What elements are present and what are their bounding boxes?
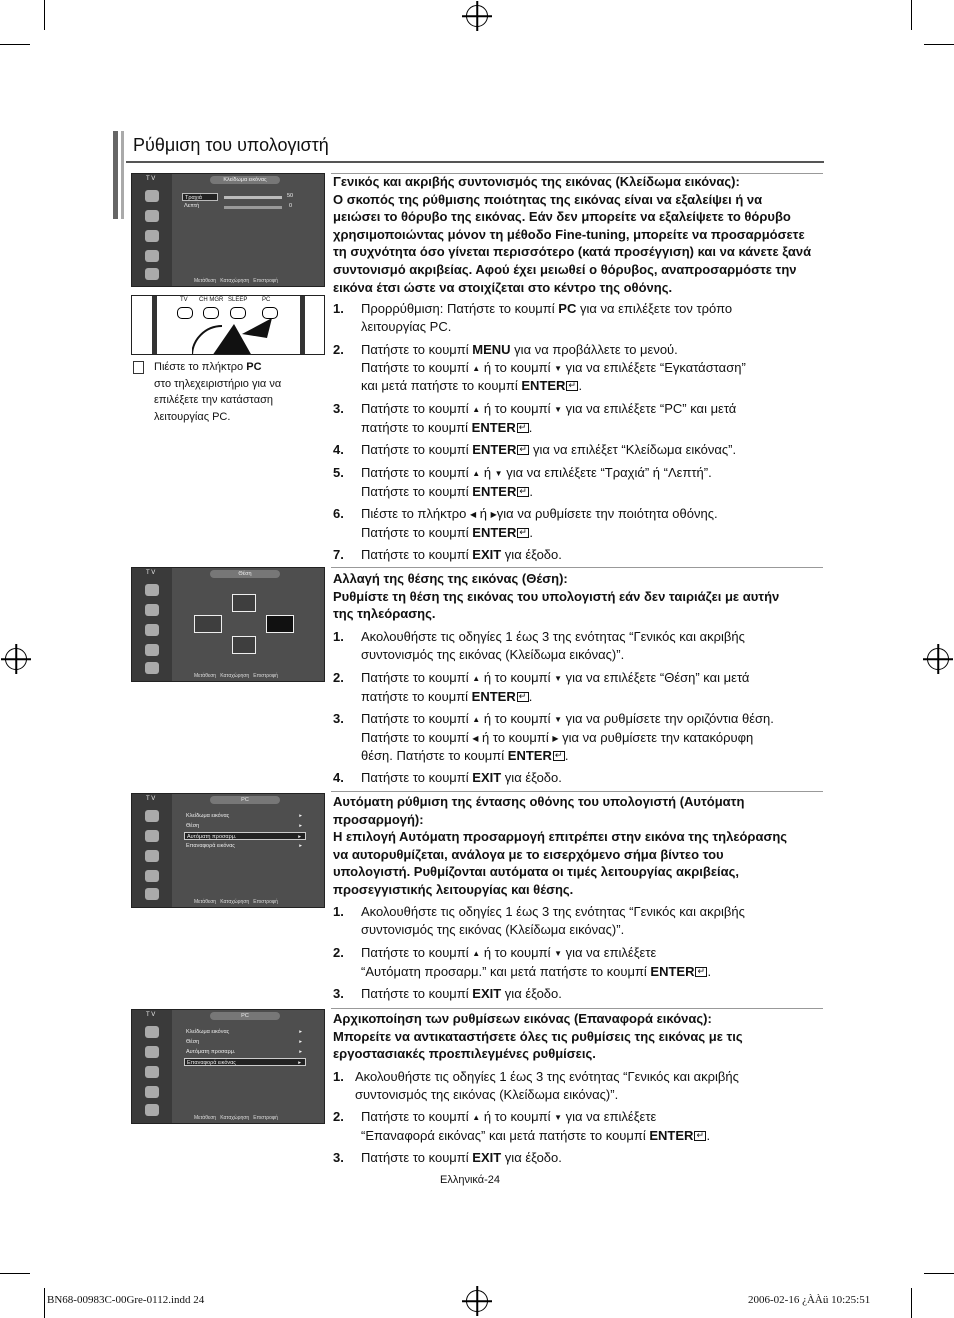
step: 7. Πατήστε το κουμπί EXIT για έξοδο.: [333, 547, 562, 562]
tv-screen-position: T V Θέση Μετάθεση Καταχώρηση Επιστροφή: [131, 567, 325, 682]
crop-mark: [44, 0, 45, 30]
section-divider: [331, 791, 823, 792]
enter-icon: [553, 751, 565, 761]
crop-mark: [0, 1273, 30, 1274]
up-arrow-icon: ▲: [472, 363, 481, 373]
enter-icon: [517, 528, 529, 538]
down-arrow-icon: ▼: [494, 469, 503, 478]
footer-file: BN68-00983C-00Gre-0112.indd 24: [47, 1294, 205, 1306]
step: 2. Πατήστε το κουμπί ▲ ή το κουμπί ▼ για να επιλέξετε “Επαναφορά εικόνας” και μετά πατήστε το κουμπί ENTER↵ .: [333, 1108, 823, 1144]
step: 4. Πατήστε το κουμπί ENTER↵ για να επιλέξετ “Κλείδωμα εικόνας”.: [333, 441, 823, 459]
section-heading: Αυτόματη ρύθμιση της έντασης οθόνης του υπολογιστή (Αυτόματη προσαρμογή): Η επιλογή Αυτόματη προσαρμογή επιτρέπει στην εικόνα της τηλεόρασης να αυτορυθμίζεται, ανάλογα με το εισερχόμενο σήμα βίντεο του υπολογιστή. Ρυθμίζονται αυτόματα οι τιμές λειτουργίας ακριβείας, προσεγγιστικής λειτουργίας και θέσης.: [333, 794, 788, 897]
section-heading: Αλλαγή της θέσης της εικόνας (Θέση): Ρυθμίστε τη θέση της εικόνας του υπολογιστή εάν δεν ταιριάζει με αυτήν της τηλεόρασης.: [333, 571, 780, 622]
page-number: Ελληνικά-24: [440, 1174, 501, 1186]
crop-mark: [924, 44, 954, 45]
down-arrow-icon: ▼: [554, 1113, 563, 1122]
step: 3. Πατήστε το κουμπί ▲ ή το κουμπί ▼ για να επιλέξετε “PC” και μετά πατήστε το κουμπί ENTER↵ .: [333, 400, 823, 436]
step: 3. Πατήστε το κουμπί EXIT για έξοδο.: [333, 986, 562, 1001]
up-arrow-icon: ▲: [472, 469, 481, 478]
section-divider: [331, 567, 823, 568]
step: 2. Πατήστε το κουμπί ▲ ή το κουμπί ▼ για να επιλέξετε “Αυτόματη προσαρμ.” και μετά πατήστε το κουμπί ENTER↵ .: [333, 944, 823, 980]
right-arrow-icon: ▶: [490, 510, 497, 519]
down-arrow-icon: ▼: [554, 363, 563, 373]
down-arrow-icon: ▼: [554, 405, 563, 414]
up-arrow-icon: ▲: [472, 1113, 481, 1122]
page-title: Ρύθμιση του υπολογιστή: [133, 135, 329, 155]
registration-mark-icon: [5, 648, 27, 670]
step: 5. Πατήστε το κουμπί ▲ ή ▼ για να επιλέξετε “Τραχιά” ή “Λεπτή”. Πατήστε το κουμπί ENTER↵ .: [333, 464, 823, 500]
enter-icon: [517, 487, 529, 497]
section-heading: Αρχικοποίηση των ρυθμίσεων εικόνας (Επαναφορά εικόνας): Μπορείτε να αντικαταστήσετε όλες τις ρυθμίσεις της εικόνας με τις εργοστασιακές προεπιλεγμένες ρυθμίσεις.: [333, 1011, 743, 1062]
left-arrow-icon: ◀: [472, 733, 479, 743]
note-text: Πιέστε το πλήκτρο PC στο τηλεχειριστήριο για να επιλέξετε την κατάσταση λειτουργίας PC.: [154, 361, 282, 423]
up-arrow-icon: ▲: [472, 715, 481, 724]
title-accent: [113, 131, 118, 219]
section-divider: [331, 1008, 823, 1009]
tv-screen-pc-menu-reset: T V PC Κλείδωμα εικόνας ▸ Θέση ▸ Αυτόματη προσαρμ. ▸ Επαναφορά εικόνας ▸ Μετάθεση Καταχώρηση Επιστροφή: [131, 1009, 325, 1124]
crop-mark: [911, 1288, 912, 1318]
crop-mark: [924, 1273, 954, 1274]
step: 4. Πατήστε το κουμπί EXIT για έξοδο.: [333, 770, 562, 785]
enter-icon: [517, 423, 529, 433]
enter-icon: [694, 1131, 706, 1141]
down-arrow-icon: ▼: [554, 674, 563, 683]
step: 3. Πατήστε το κουμπί EXIT για έξοδο.: [333, 1150, 562, 1165]
footer-date: 2006-02-16 ¿ÀÀü 10:25:51: [748, 1294, 871, 1306]
crop-mark: [44, 1288, 45, 1318]
step: 6. Πιέστε το πλήκτρο ◀ ή ▶για να ρυθμίσετε την ποιότητα οθόνης. Πατήστε το κουμπί ENTER↵ .: [333, 505, 823, 541]
down-arrow-icon: ▼: [554, 949, 563, 958]
enter-icon: [695, 967, 707, 977]
step: 3. Πατήστε το κουμπί ▲ ή το κουμπί ▼ για να ρυθμίσετε την οριζόντια θέση. Πατήστε το κουμπί ◀ ή το κουμπί ▶ για να ρυθμίσετε την κατακόρυφη θέση. Πατήστε το κουμπί ENTER↵ .: [333, 710, 823, 764]
step: 1. Προρρύθμιση: Πατήστε το κουμπί PC για να επιλέξετε τον τρόπο λειτουργίας PC.: [333, 301, 733, 334]
down-arrow-icon: ▼: [554, 715, 563, 724]
up-arrow-icon: ▲: [472, 674, 481, 683]
up-arrow-icon: ▲: [472, 949, 481, 958]
enter-icon: [517, 692, 529, 702]
crop-mark: [0, 44, 30, 45]
crop-mark: [911, 0, 912, 30]
remote-control-illustration: TV CH MGR SLEEP PC: [131, 295, 325, 355]
enter-icon: [517, 445, 529, 455]
left-arrow-icon: ◀: [470, 510, 477, 519]
step: 2. Πατήστε το κουμπί ▲ ή το κουμπί ▼ για να επιλέξετε “Θέση” και μετά πατήστε το κουμπί ENTER↵ .: [333, 669, 823, 705]
step: 1. Ακολουθήστε τις οδηγίες 1 έως 3 της ενότητας “Γενικός και ακριβής συντονισμός της εικόνας (Κλείδωμα εικόνας)”.: [333, 629, 745, 662]
title-accent: [121, 131, 124, 219]
step: 2. Πατήστε το κουμπί MENU για να προβάλλετε το μενού. Πατήστε το κουμπί ▲ ή το κουμπί ▼ για να επιλέξετε “Εγκατάσταση” και μετά πατήστε το κουμπί ENTER↵ .: [333, 341, 823, 395]
pointing-hand-icon: [192, 314, 292, 355]
section-heading: Γενικός και ακριβής συντονισμός της εικόνας (Κλείδωμα εικόνας): Ο σκοπός της ρύθμισης ποιότητας της εικόνας είναι να εξαλείψει ή να μειώσει το θόρυβο της εικόνας. Εάν δεν μπορείτε να εξαλείψετε το θόρυβο χρησιμοποιώντας μόνον τη μέθοδο Fine-tuning, μπορείτε να προσαρμόσετε τη συχνότητα όσο γίνεται περισσότερο (κατά προσέγγιση) και να κάνετε ξανά συντονισμό ακριβείας. Αφού έχει μειωθεί ο θόρυβος, αναπροσαρμόστε την εικόνα έτσι ώστε να στοιχίζεται στο κέντρο της οθόνης.: [333, 174, 812, 295]
registration-mark-icon: [466, 5, 488, 27]
tv-screen-pc-menu: T V PC Κλείδωμα εικόνας ▸ Θέση ▸ Αυτόματη προσαρμ. ▸ Επαναφορά εικόνας ▸ Μετάθεση Καταχώρηση Επιστροφή: [131, 793, 325, 908]
enter-icon: [566, 381, 578, 391]
note-icon: [133, 361, 144, 374]
registration-mark-icon: [466, 1290, 488, 1312]
tv-screen-picture-lock: T V Κλείδωμα εικόνας Τραχιά 50 Λεπτή 0 Μετάθεση Καταχώρηση Επιστροφή: [131, 173, 325, 287]
right-arrow-icon: ▶: [552, 733, 559, 743]
step: 1. Ακολουθήστε τις οδηγίες 1 έως 3 της ενότητας “Γενικός και ακριβής συντονισμός της εικόνας (Κλείδωμα εικόνας)”.: [333, 904, 745, 937]
title-divider: [126, 161, 824, 163]
up-arrow-icon: ▲: [472, 405, 481, 414]
step: 1. Ακολουθήστε τις οδηγίες 1 έως 3 της ενότητας “Γενικός και ακριβής συντονισμός της εικόνας (Κλείδωμα εικόνας)”.: [333, 1069, 739, 1102]
registration-mark-icon: [927, 648, 949, 670]
